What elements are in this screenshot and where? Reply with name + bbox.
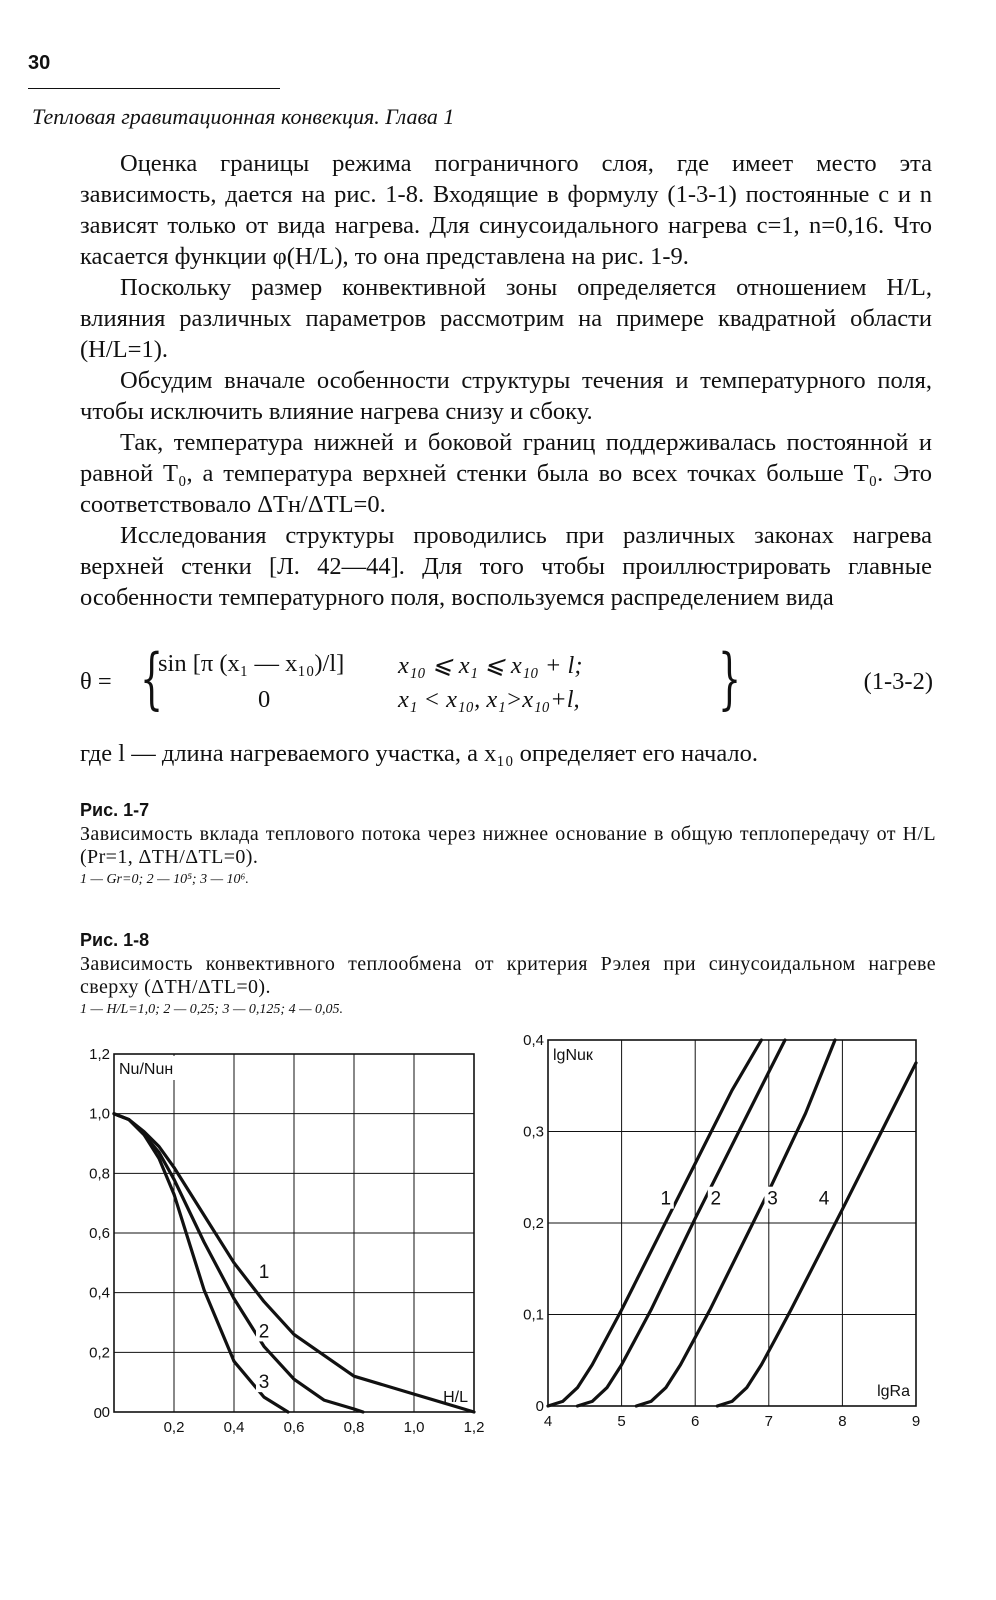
x-tick-label: 0,8 [343, 1419, 365, 1436]
x-tick-label: 0,6 [283, 1419, 305, 1436]
chart-lgnu-vs-lgra [512, 1026, 940, 1456]
paragraph-after-formula: где l — длина нагреваемого участка, а x₁₀ определяет его начало. [80, 740, 759, 767]
equation-row2-expr: 0 [258, 686, 271, 713]
equation-1-3-2 [80, 640, 935, 720]
after-formula-text [80, 738, 932, 769]
x-tick-label: 7 [764, 1413, 773, 1430]
series-label-1: 1 [660, 1188, 672, 1210]
equation-number: (1-3-2) [863, 668, 933, 695]
x-tick-label: 1,2 [463, 1419, 485, 1436]
figure-1-7-legend: 1 — Gr=0; 2 — 10⁵; 3 — 10⁶. [80, 872, 249, 887]
equation-lhs: θ = [80, 668, 112, 695]
series-label-3: 3 [767, 1188, 778, 1210]
paragraph-5: Исследования структуры проводились при различных законах нагрева верхней стенки [Л. 42—44]. Для того чтобы проиллюстрировать главные особенности температурного поля, воспользуемся распределением вида [80, 522, 932, 611]
y-axis-label: lgNuк [553, 1047, 593, 1064]
x-tick-label: 4 [543, 1413, 553, 1430]
y-tick-label: 0,1 [523, 1306, 544, 1324]
paragraph-2: Поскольку размер конвективной зоны определяется отношением H/L, влияния различных параметров рассмотрим на примере квадратной области (H/L=1). [80, 274, 932, 363]
figure-1-8-legend: 1 — H/L=1,0; 2 — 0,25; 3 — 0,125; 4 — 0,05. [80, 1002, 344, 1017]
equation-row1-cond: x₁₀ ⩽ x₁ ⩽ x₁₀ + l; [398, 652, 583, 679]
paragraph-1: Оценка границы режима пограничного слоя, где имеет место эта зависимость, дается на рис. 1-8. Входящие в формулу (1-3-1) постоянные c и n зависят только от вида нагрева. Для синусоидального нагрева c=1, n=0,16. Что касается функции φ(H/L), то она представлена на рис. 1-9. [80, 150, 932, 270]
y-tick-label: 1,0 [89, 1105, 110, 1123]
y-tick-label: 0,4 [523, 1032, 544, 1049]
origin-label: 0 [93, 1405, 102, 1422]
y-tick-label: 1,2 [89, 1046, 110, 1063]
figure-1-7-title: Рис. 1-7 [80, 800, 150, 820]
x-axis-label: H/L [443, 1389, 468, 1406]
figure-1-7-caption [80, 800, 936, 888]
series-label-1: 1 [258, 1261, 270, 1283]
series-label-2: 2 [710, 1188, 722, 1210]
y-tick-label: 0,2 [523, 1215, 544, 1232]
x-tick-label: 0,4 [223, 1419, 245, 1436]
x-axis-label: lgRa [877, 1383, 910, 1400]
y-tick-label: 0,2 [89, 1344, 110, 1362]
header-rule [28, 88, 280, 89]
paragraph-4: Так, температура нижней и боковой границ поддерживалась постоянной и равной T₀, а температура верхней стенки была во всех точках больше T₀. Это соответствовало ΔTн/ΔTL=0. [80, 429, 932, 518]
x-tick-label: 1,0 [403, 1419, 425, 1436]
right-brace: } [718, 640, 742, 717]
y-tick-label: 0 [535, 1398, 544, 1415]
body-text [80, 148, 932, 613]
y-tick-label: 0,6 [89, 1225, 110, 1242]
y-tick-label: 0,4 [89, 1284, 110, 1302]
y-tick-label: 0 [101, 1404, 110, 1421]
series-label-4: 4 [818, 1188, 830, 1210]
running-head: Тепловая гравитационная конвекция. Глава 1 [32, 104, 455, 129]
figure-1-8-title: Рис. 1-8 [80, 930, 150, 950]
x-tick-label: 5 [617, 1413, 626, 1430]
y-tick-label: 0,3 [523, 1123, 544, 1141]
equation-row2-cond: x₁ < x₁₀, x₁>x₁₀+l, [398, 686, 580, 713]
chart-nu-vs-hl [76, 1036, 500, 1456]
figure-1-8-caption [80, 930, 936, 1018]
figure-1-7-text: Зависимость вклада теплового потока через нижнее основание в общую теплопередачу от H/L (Pr=1, ΔTH/ΔTL=0). [80, 823, 936, 868]
x-tick-label: 9 [911, 1413, 921, 1430]
x-tick-label: 0,2 [163, 1419, 185, 1436]
x-tick-label: 6 [691, 1413, 700, 1430]
series-label-3: 3 [258, 1372, 270, 1394]
figure-1-8-text: Зависимость конвективного теплообмена от критерия Рэлея при синусоидальном нагреве сверху (ΔTH/ΔTL=0). [80, 953, 936, 998]
page-number: 30 [28, 52, 51, 74]
equation-row1-expr: sin [π (x₁ — x₁₀)/l] [158, 650, 345, 677]
left-brace: { [140, 640, 164, 717]
x-tick-label: 8 [838, 1413, 847, 1430]
y-axis-label: Nu/Nuн [119, 1061, 174, 1078]
y-tick-label: 0,8 [89, 1165, 110, 1183]
series-label-2: 2 [258, 1321, 270, 1343]
paragraph-3: Обсудим вначале особенности структуры течения и температурного поля, чтобы исключить влияние нагрева снизу и сбоку. [80, 367, 932, 425]
